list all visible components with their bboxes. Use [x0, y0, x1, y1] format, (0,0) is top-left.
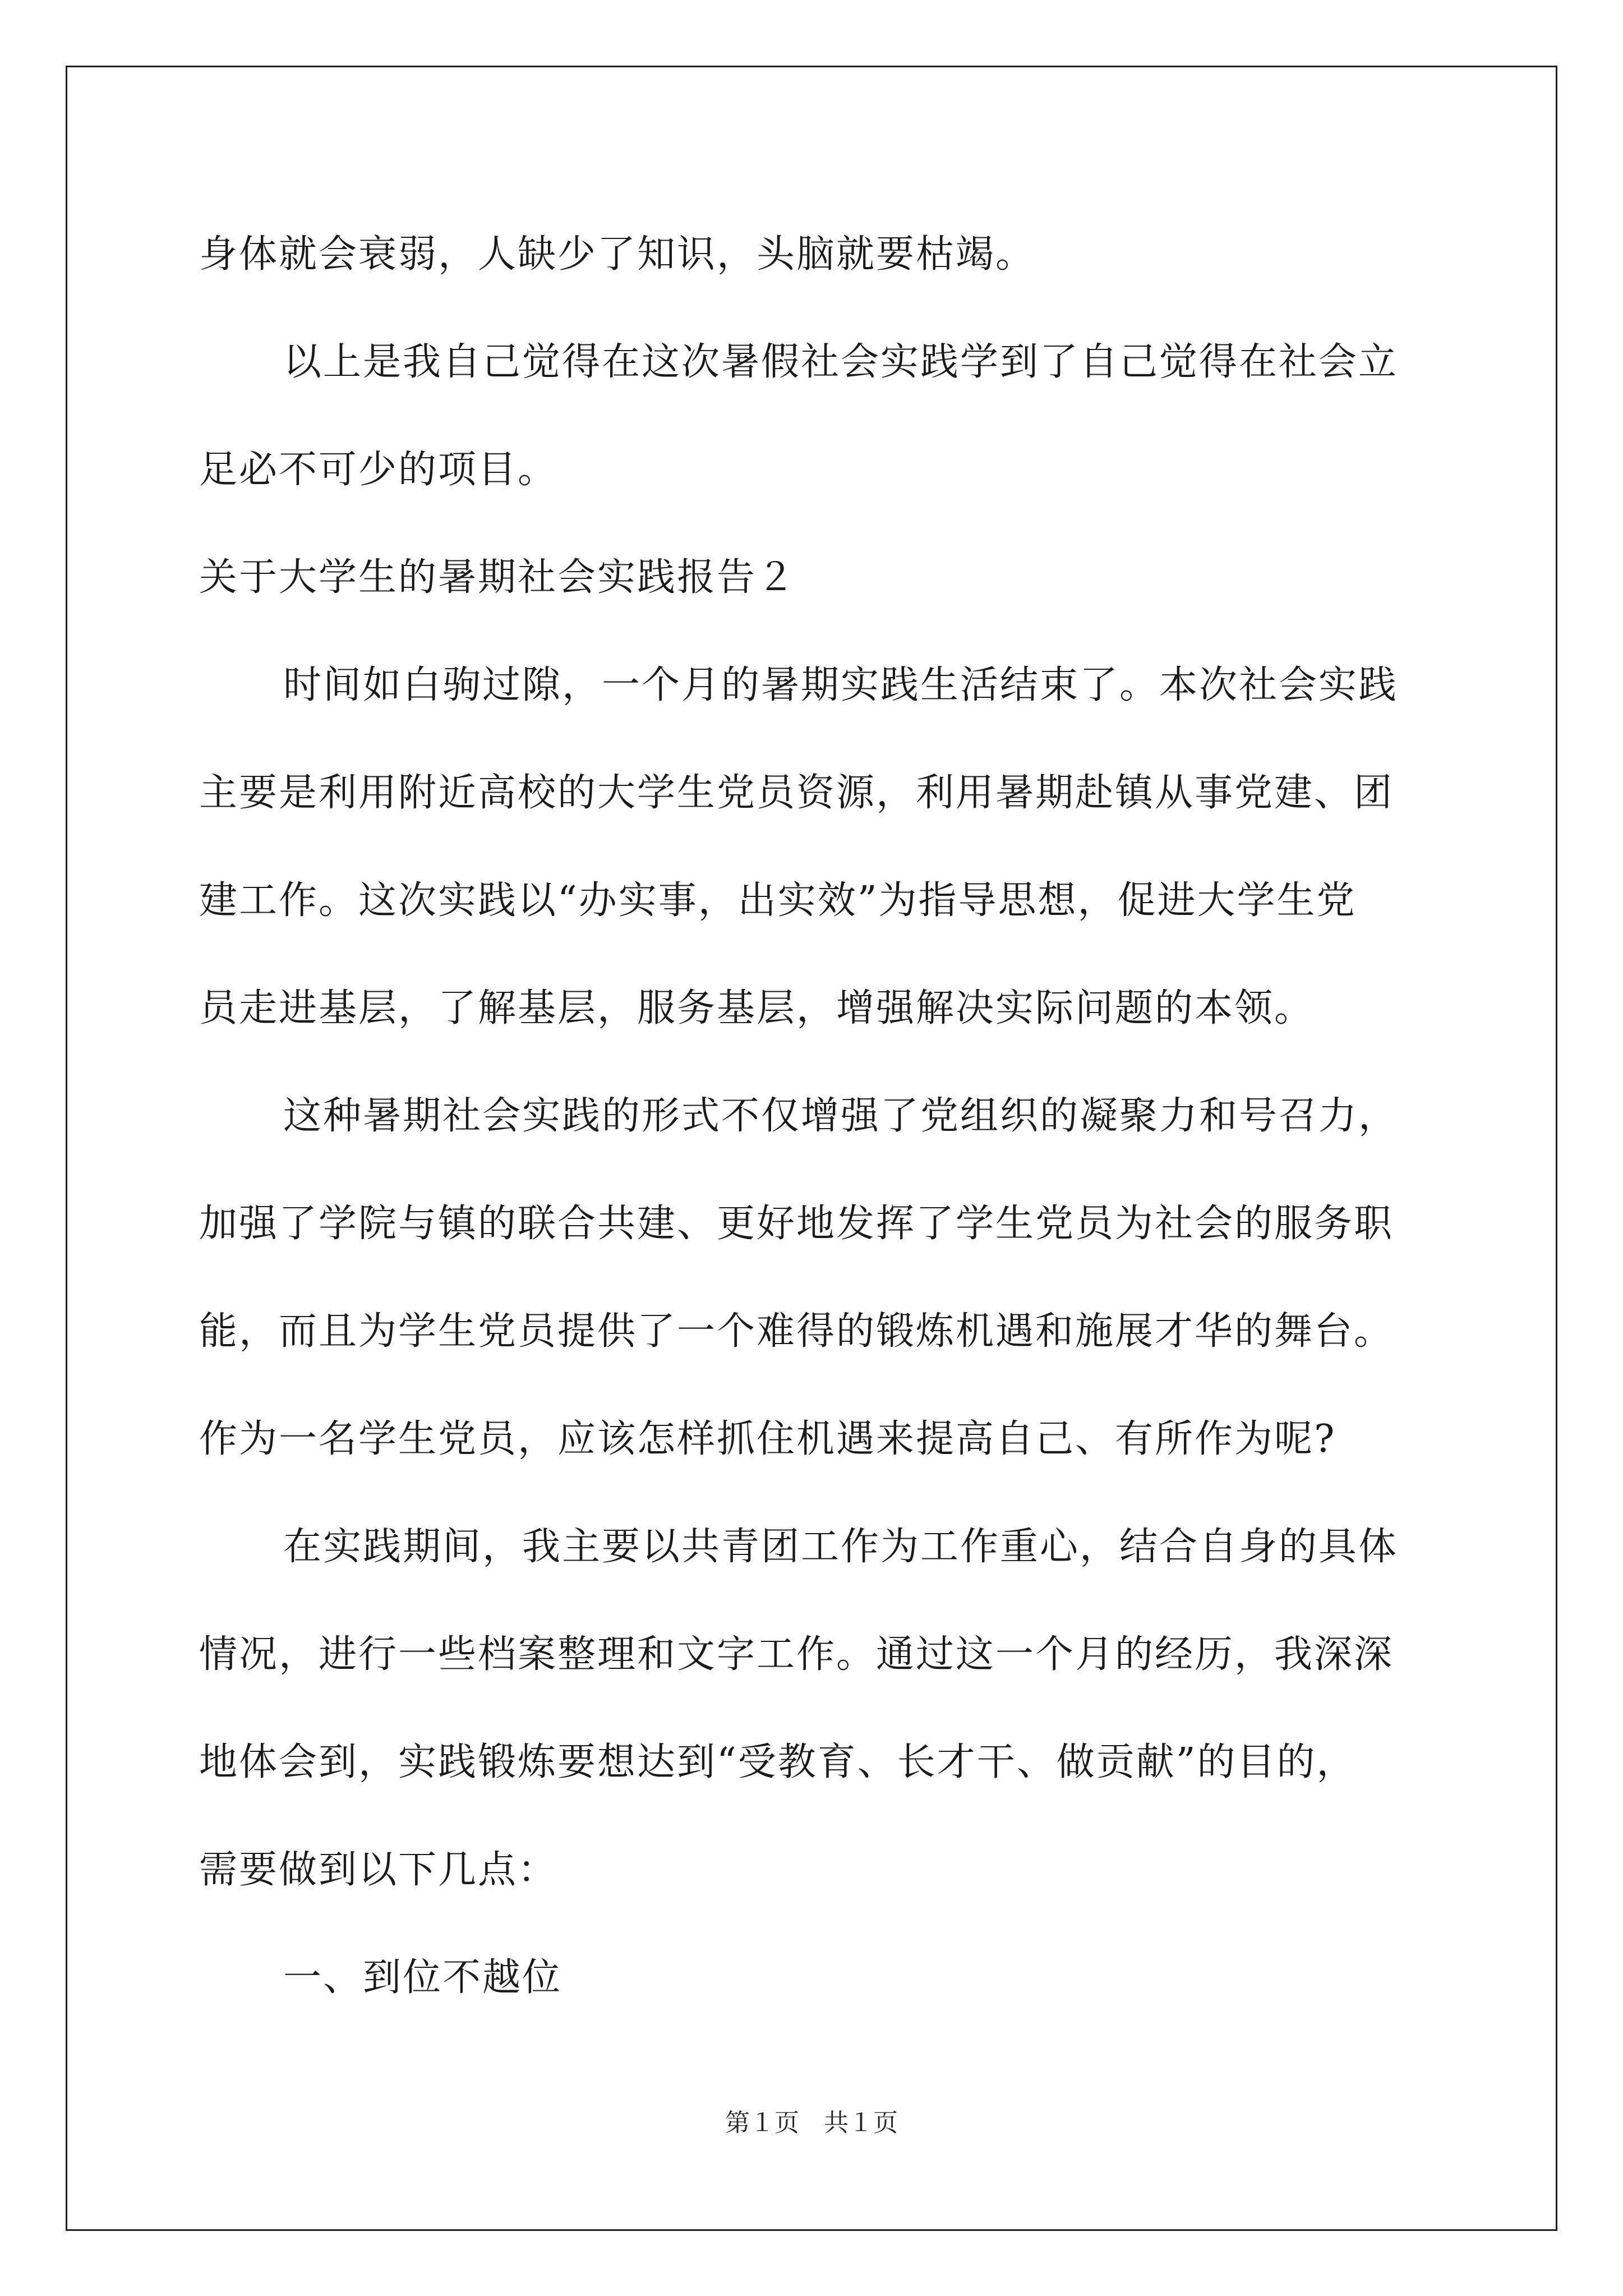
paragraph-line: 时间如白驹过隙，一个月的暑期实践生活结束了。本次社会实践: [283, 663, 1399, 707]
paragraph-line: 足必不可少的项目。: [199, 448, 558, 492]
paragraph-line: 以上是我自己觉得在这次暑假社会实践学到了自己觉得在社会立: [283, 340, 1399, 384]
subheading: 一、到位不越位: [283, 1955, 562, 2000]
page-border: [66, 66, 1557, 2231]
page-number: 第１页 共１页: [725, 2109, 898, 2137]
paragraph-line: 需要做到以下几点：: [199, 1848, 558, 1892]
paragraph-line: 主要是利用附近高校的大学生党员资源，利用暑期赴镇从事党建、团: [199, 771, 1394, 815]
paragraph-line: 这种暑期社会实践的形式不仅增强了党组织的凝聚力和号召力，: [283, 1094, 1399, 1138]
paragraph-line: 员走进基层，了解基层，服务基层，增强解决实际问题的本领。: [199, 986, 1315, 1030]
paragraph-line: 在实践期间，我主要以共青团工作为工作重心，结合自身的具体: [283, 1525, 1399, 1569]
paragraph-line: 身体就会衰弱，人缺少了知识，头脑就要枯竭。: [199, 232, 1036, 277]
paragraph-line: 加强了学院与镇的联合共建、更好地发挥了学生党员为社会的服务职: [199, 1202, 1394, 1246]
paragraph-line: 建工作。这次实践以“办实事，出实效”为指导思想，促进大学生党: [199, 878, 1357, 923]
paragraph-line: 情况，进行一些档案整理和文字工作。通过这一个月的经历，我深深: [199, 1632, 1394, 1677]
section-heading: 关于大学生的暑期社会实践报告２: [199, 555, 797, 600]
paragraph-line: 能，而且为学生党员提供了一个难得的锻炼机遇和施展才华的舞台。: [199, 1309, 1394, 1354]
paragraph-line: 作为一名学生党员，应该怎样抓住机遇来提高自己、有所作为呢?: [199, 1417, 1336, 1461]
paragraph-line: 地体会到，实践锻炼要想达到“受教育、长才干、做贡献”的目的，: [199, 1740, 1357, 1784]
